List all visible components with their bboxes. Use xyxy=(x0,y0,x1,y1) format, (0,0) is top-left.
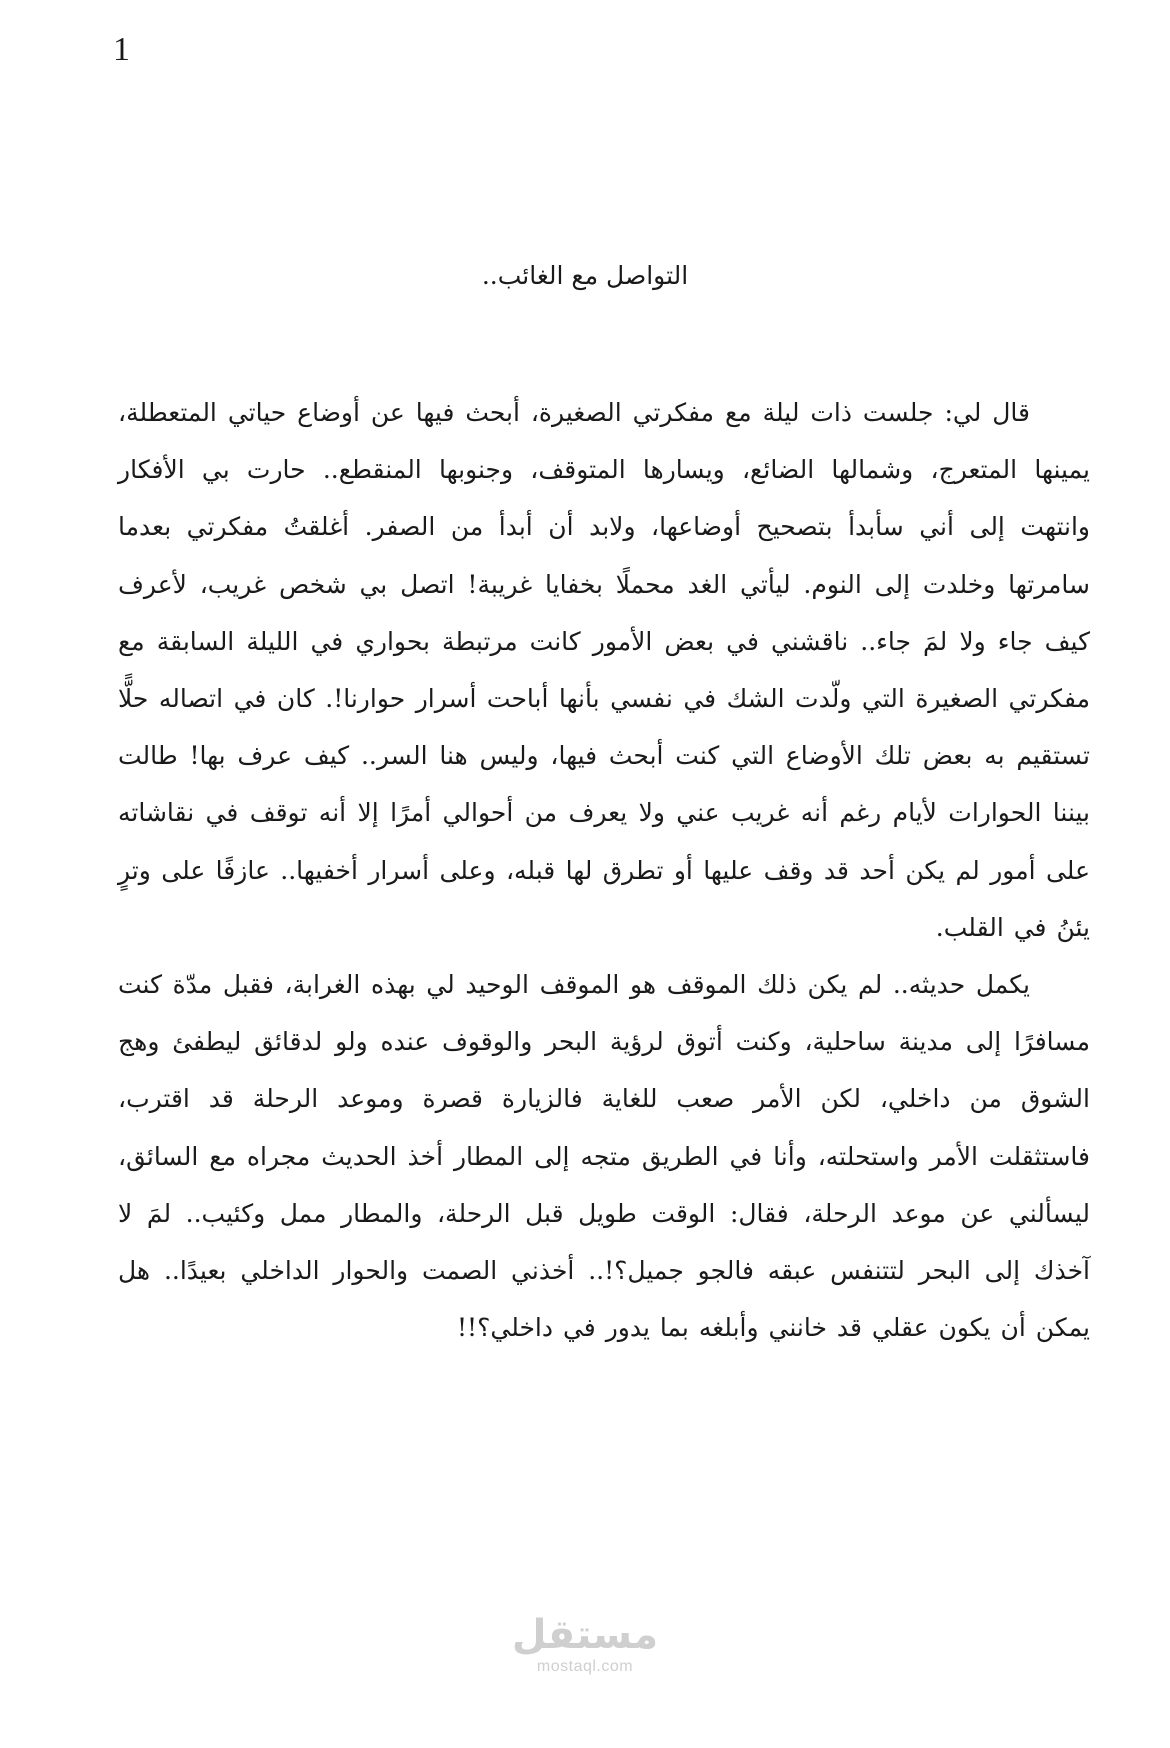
watermark xyxy=(505,1612,665,1676)
watermark-domain: mostaql.com xyxy=(536,1658,634,1675)
body-text xyxy=(118,384,1090,1356)
paragraph-2: يكمل حديثه.. لم يكن ذلك الموقف هو الموقف الوحيد لي بهذه الغرابة، فقبل مدّة كنت مسافرًا إلى مدينة ساحلية، وكنت أتوق لرؤية البحر والوقوف عنده ولو لدقائق ليطفئ وهج الشوق من داخلي، لكن الأمر صعب للغاية فالزيارة قصرة وموعد الرحلة قد اقترب، فاستثقلت الأمر واستحلته، وأنا في الطريق متجه إلى المطار أخذ الحديث مجراه مع السائق، ليسألني عن موعد الرحلة، فقال: الوقت طويل قبل الرحلة، والمطار ممل وكئيب.. لمَ لا آخذك إلى البحر لتتنفس عبقه فالجو جميل؟!.. أخذني الصمت والحوار الداخلي بعيدًا.. هل يمكن أن يكون عقلي قد خانني وأبلغه بما يدور في داخلي؟!! xyxy=(118,970,1090,1343)
paragraph-1: قال لي: جلست ذات ليلة مع مفكرتي الصغيرة، أبحث فيها عن أوضاع حياتي المتعطلة، يمينها المتعرج، وشمالها الضائع، ويسارها المتوقف، وجنوبها المنقطع.. حارت بي الأفكار وانتهت إلى أني سأبدأ بتصحيح أوضاعها، ولابد أن أبدأ من الصفر. أغلقتُ مفكرتي بعدما سامرتها وخلدت إلى النوم. ليأتي الغد محملًا بخفايا غريبة! اتصل بي شخص غريب، لأعرف كيف جاء ولا لمَ جاء.. ناقشني في بعض الأمور كانت مرتبطة بحواري في الليلة السابقة مع مفكرتي الصغيرة التي ولّدت الشك في نفسي بأنها أباحت أسرار حوارنا!. كان في اتصاله حلًّا تستقيم به بعض تلك الأوضاع التي كنت أبحث فيها، وليس هنا السر.. كيف عرف بها! طالت بيننا الحوارات لأيام رغم أنه غريب عني ولا يعرف من أحوالي أمرًا إلا أنه توقف في نقاشاته على أمور لم يكن أحد قد وقف عليها أو تطرق لها قبله، وعلى أسرار أخفيها.. عازفًا على وترٍ يئنُ في القلب. xyxy=(118,398,1090,942)
page-title: التواصل مع الغائب.. xyxy=(481,261,689,290)
watermark-logo: مستقل xyxy=(511,1612,659,1658)
page-number: 1 xyxy=(113,31,130,68)
